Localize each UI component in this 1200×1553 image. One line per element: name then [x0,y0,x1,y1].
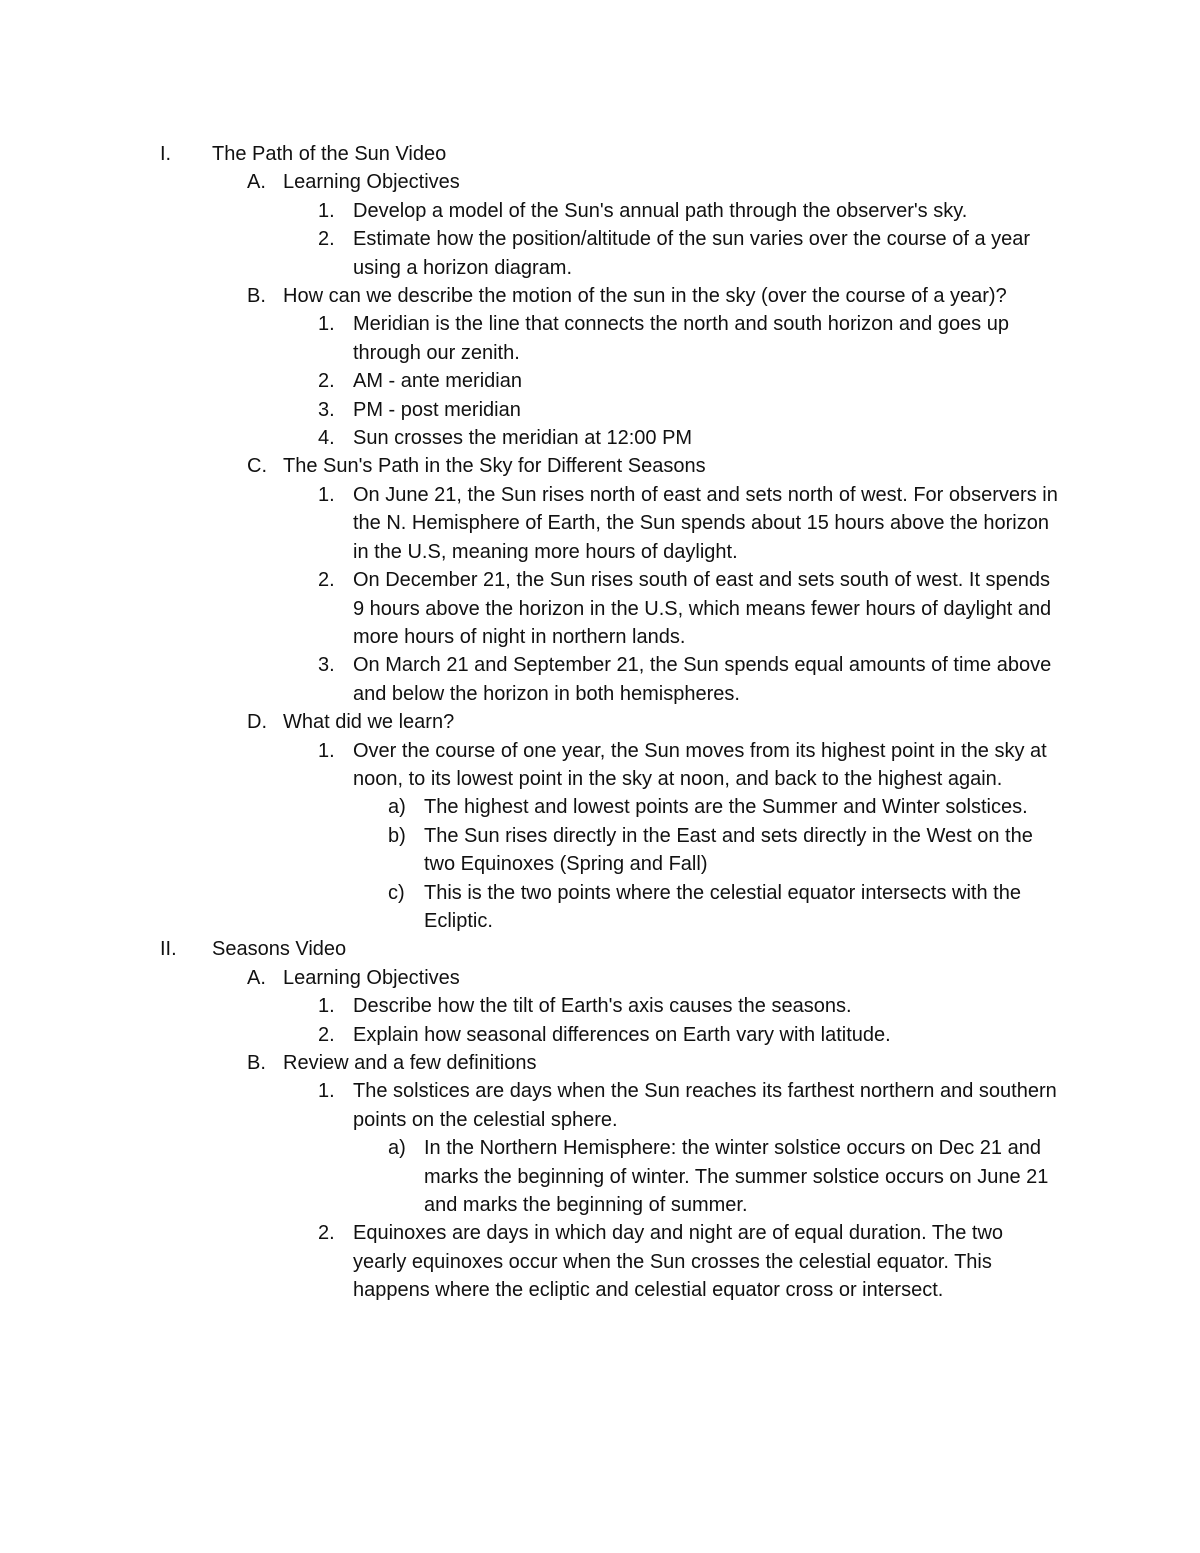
outline-marker: B. [247,1052,266,1074]
outline-text: On March 21 and September 21, the Sun spends equal amounts of time above and below the horizon in both hemispheres. [353,654,1052,705]
outline-marker: D. [247,711,267,734]
outline-item-level-2 [0,1021,1200,1049]
outline-item-level-2 [0,481,1200,566]
outline-item-level-1 [0,708,1200,736]
outline-item-level-1 [0,282,1200,310]
outline-item-level-1 [0,168,1200,196]
outline-item-level-1 [0,452,1200,480]
outline-text: The solstices are days when the Sun reaches its farthest northern and southern points on the celestial sphere. [353,1080,1057,1131]
outline-marker: c) [388,881,405,904]
outline-item-level-2 [0,566,1200,651]
outline-marker: 2. [318,569,335,592]
outline-text: The Sun rises directly in the East and sets directly in the West on the two Equinoxes (Spring and Fall) [424,824,1033,876]
outline-item-level-3 [0,879,1200,936]
outline-marker: a) [388,1137,406,1160]
outline-marker: 1. [318,199,335,222]
outline-marker: B. [247,285,266,308]
outline-item-level-2 [0,424,1200,452]
outline-marker: 1. [318,739,335,762]
outline-item-level-1 [0,1049,1200,1077]
outline-text: Describe how the tilt of Earth's axis causes the seasons. [353,995,852,1018]
outline-marker: 4. [318,427,335,450]
outline-text: How can we describe the motion of the sun in the sky (over the course of a year)? [283,285,1007,308]
outline-marker: 2. [318,1023,335,1046]
outline-marker: 1. [318,313,335,336]
outline-item-level-2 [0,1077,1200,1134]
outline-item-level-2 [0,396,1200,424]
outline-text: Seasons Video [212,938,347,961]
outline-item-level-2 [0,367,1200,395]
outline-text: Over the course of one year, the Sun moves from its highest point in the sky at noon, to its lowest point in the sky at noon, and back to the highest again. [353,739,1047,790]
outline-item-level-0 [0,935,1200,963]
outline-marker: II. [160,938,177,961]
outline-item-level-2 [0,992,1200,1020]
outline-item-level-2 [0,1219,1200,1304]
outline-text: Meridian is the line that connects the north and south horizon and goes up through our zenith. [353,313,1009,364]
outline-text: AM - ante meridian [353,370,522,393]
outline-text: On December 21, the Sun rises south of east and sets south of west. It spends 9 hours above the horizon in the U.S, which means fewer hours of daylight and more hours of night in northern lands. [353,569,1052,648]
outline-item-level-2 [0,225,1200,282]
outline-item-level-2 [0,310,1200,367]
document-body [0,140,1200,1305]
outline-item-level-0 [0,140,1200,168]
outline-text: Develop a model of the Sun's annual path through the observer's sky. [353,199,968,222]
outline-marker: 3. [318,654,335,677]
outline-text: On June 21, the Sun rises north of east and sets north of west. For observers in the N. Hemisphere of Earth, the Sun spends about 15 hours above the horizon in the U.S, meaning more hours of daylight. [353,483,1058,563]
outline-text: In the Northern Hemisphere: the winter solstice occurs on Dec 21 and marks the beginning of winter. The summer solstice occurs on June 21 and marks the beginning of summer. [424,1137,1049,1217]
outline-marker: 1. [318,995,335,1018]
outline-item-level-2 [0,197,1200,225]
outline-text: The highest and lowest points are the Summer and Winter solstices. [424,796,1028,819]
outline-text: Explain how seasonal differences on Earth vary with latitude. [353,1023,891,1046]
outline-item-level-3 [0,822,1200,879]
outline-text: Sun crosses the meridian at 12:00 PM [353,427,693,450]
outline-marker: b) [388,824,406,847]
outline-marker: 1. [318,1080,335,1103]
outline-text: Learning Objectives [283,966,460,989]
outline-marker: 3. [318,398,335,421]
outline-text: Estimate how the position/altitude of the sun varies over the course of a year using a horizon diagram. [353,228,1031,279]
outline-marker: A. [247,966,266,989]
outline-text: The Sun's Path in the Sky for Different Seasons [283,455,706,478]
outline-marker: A. [247,171,266,194]
outline-item-level-1 [0,964,1200,992]
outline-text: This is the two points where the celestial equator intersects with the Ecliptic. [424,881,1021,932]
outline-item-level-2 [0,651,1200,708]
outline-text: PM - post meridian [353,398,521,421]
outline-text: The Path of the Sun Video [212,143,447,165]
outline-text: What did we learn? [283,711,455,734]
outline-marker: 1. [318,483,335,506]
outline-marker: a) [388,796,406,819]
outline-item-level-3 [0,793,1200,821]
outline-item-level-2 [0,737,1200,794]
outline-marker: 2. [318,228,335,251]
outline-text: Review and a few definitions [283,1052,537,1074]
outline-marker: I. [160,143,172,165]
outline-marker: 2. [318,370,335,393]
outline-marker: C. [247,455,267,478]
outline-item-level-3 [0,1134,1200,1219]
outline-text: Learning Objectives [283,171,460,194]
outline-marker: 2. [318,1222,335,1245]
outline-text: Equinoxes are days in which day and night are of equal duration. The two yearly equinoxes occur when the Sun crosses the celestial equator. This happens where the ecliptic and celestial equator cross or intersect. [353,1222,1004,1302]
